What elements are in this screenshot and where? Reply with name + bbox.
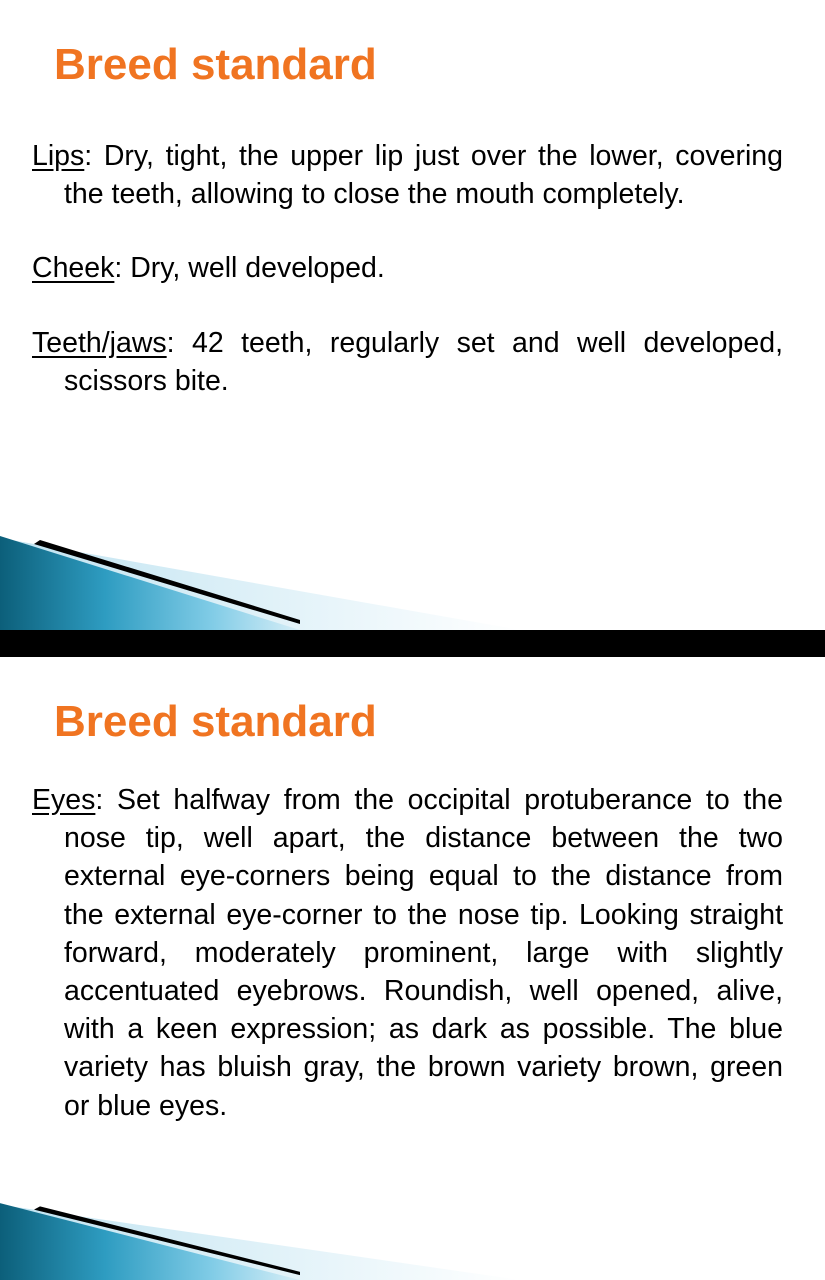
slide-body [32, 781, 783, 1161]
decorative-swoosh [0, 1190, 825, 1280]
slide-2 [0, 657, 825, 1280]
item-label: Teeth/jaws [32, 326, 167, 359]
slide-body [32, 137, 783, 436]
item-text: : 42 teeth, regularly set and well developed, scissors bite. [64, 326, 783, 397]
item-text: : Set halfway from the occipital protuberance to the nose tip, well apart, the distance between the two external eye-corners being equal to the distance from the external eye-corner to the nose tip. Looking straight forward, moderately prominent, large with slightly accentuated eyebrows. Roundish, well opened, alive, with a keen expression; as dark as possible. The blue variety has bluish gray, the brown variety brown, green or blue eyes. [64, 784, 783, 1122]
item-text: : Dry, tight, the upper lip just over the lower, covering the teeth, allowing to close the mouth completely. [64, 140, 783, 211]
item-label: Cheek [32, 252, 115, 285]
standard-item-teeth-jaws [32, 324, 783, 400]
standard-item-eyes [32, 781, 783, 1125]
item-label: Lips [32, 140, 85, 172]
item-label: Eyes [32, 784, 96, 816]
slide-1 [0, 0, 825, 630]
item-text: : Dry, well developed. [114, 252, 385, 285]
standard-item-lips [32, 137, 783, 213]
standard-item-cheek [32, 249, 783, 287]
slide-title: Breed standard [54, 697, 377, 746]
decorative-swoosh [0, 520, 825, 630]
slide-title: Breed standard [54, 40, 377, 89]
